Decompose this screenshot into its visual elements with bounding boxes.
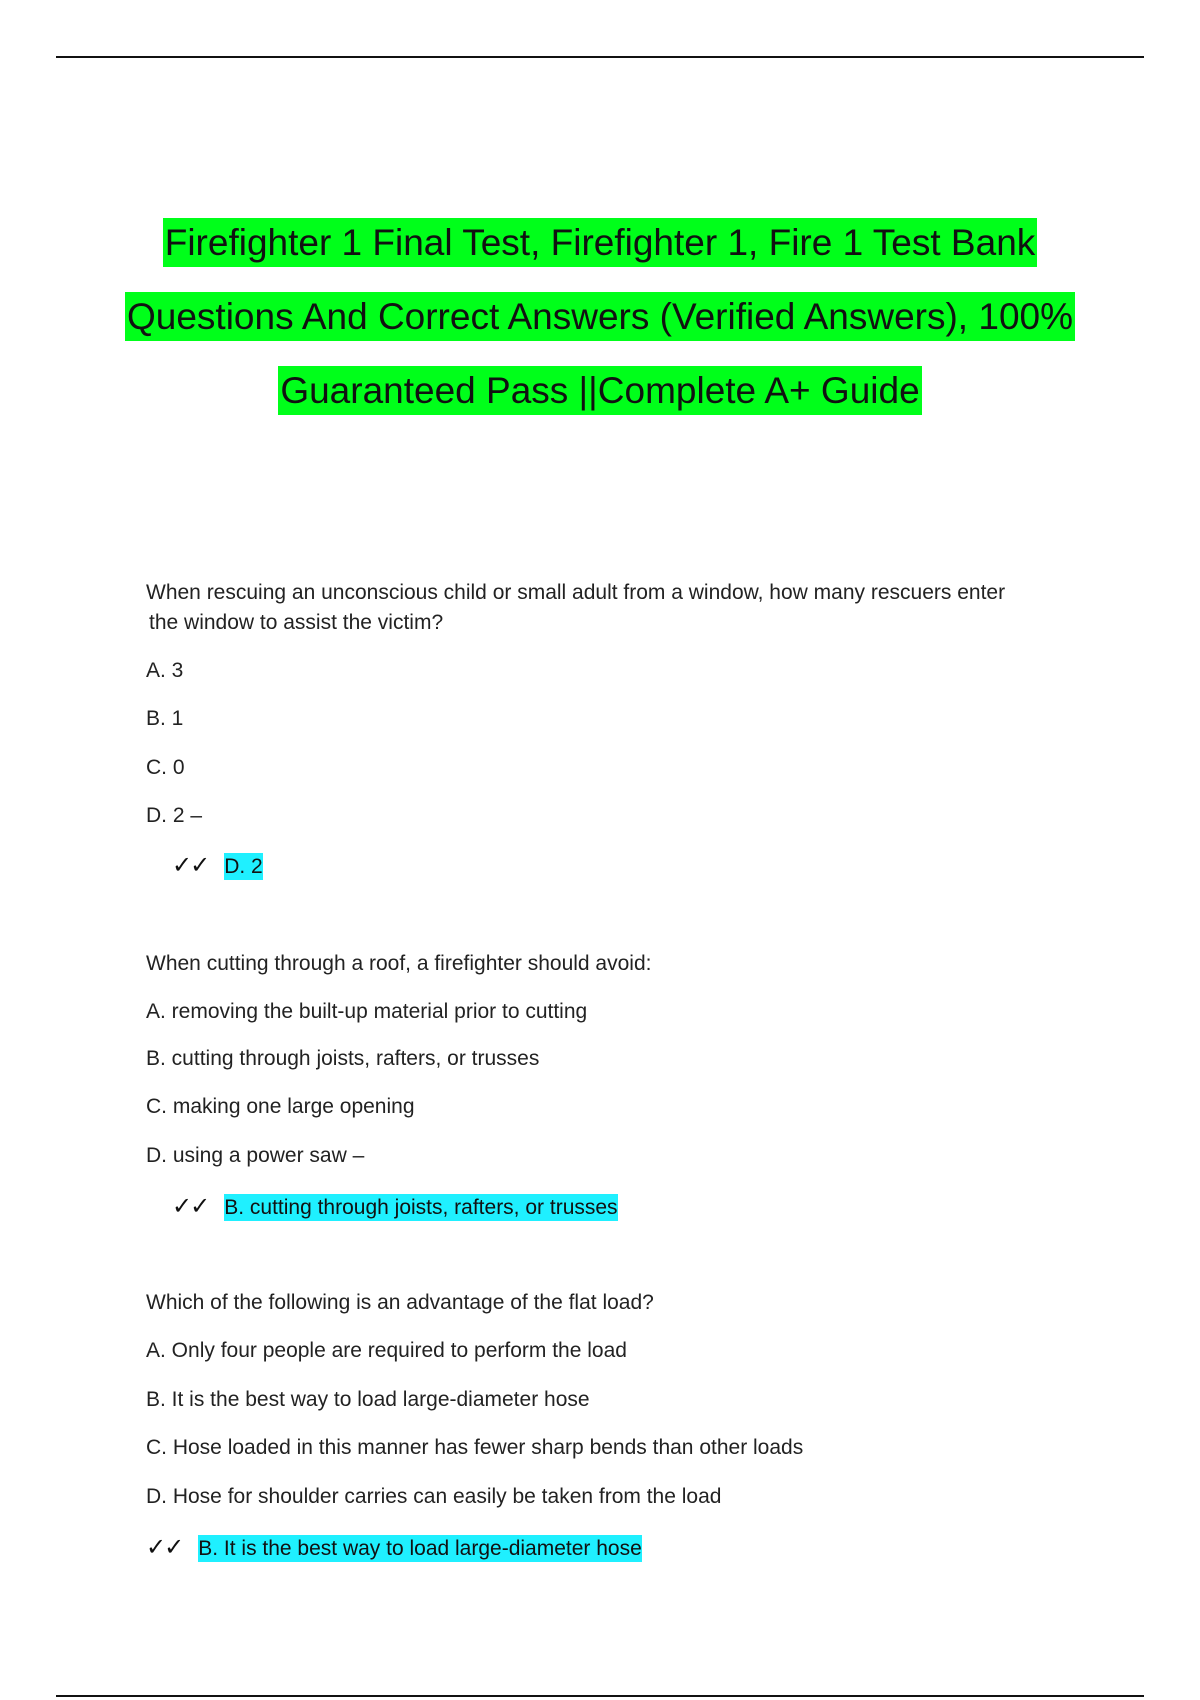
double-check-icon: ✓✓ — [146, 1534, 183, 1561]
question-text: When cutting through a roof, a firefighter should avoid: — [146, 952, 652, 975]
double-check-icon: ✓✓ — [172, 1193, 209, 1220]
correct-answer: ✓✓ D. 2 — [172, 852, 263, 879]
footer-rule — [56, 1695, 1144, 1697]
option-b: B. 1 — [146, 707, 184, 730]
title-line-2: Questions And Correct Answers (Verified Answers), 100% — [0, 280, 1200, 354]
title-line-3: Guaranteed Pass ||Complete A+ Guide — [0, 354, 1200, 428]
option-a: A. removing the built-up material prior to cutting — [146, 1000, 588, 1023]
option-c: C. Hose loaded in this manner has fewer sharp bends than other loads — [146, 1436, 804, 1459]
question-text: Which of the following is an advantage of the flat load? — [146, 1291, 654, 1314]
question-block-2 — [146, 949, 1086, 1229]
document-title — [0, 206, 1200, 428]
option-d: D. 2 – — [146, 804, 203, 827]
option-a: A. 3 — [146, 659, 184, 682]
question-block-1 — [146, 578, 1086, 898]
question-block-3 — [146, 1288, 1086, 1588]
correct-answer: ✓✓ B. It is the best way to load large-diameter hose — [146, 1534, 642, 1561]
title-line-1: Firefighter 1 Final Test, Firefighter 1, Fire 1 Test Bank — [0, 206, 1200, 280]
double-check-icon: ✓✓ — [172, 852, 209, 879]
question-text: When rescuing an unconscious child or small adult from a window, how many rescuers enter the window to assist the victim? — [146, 581, 1006, 634]
option-b: B. It is the best way to load large-diameter hose — [146, 1388, 590, 1411]
header-rule — [56, 56, 1144, 58]
option-d: D. Hose for shoulder carries can easily be taken from the load — [146, 1485, 722, 1508]
correct-answer: ✓✓ B. cutting through joists, rafters, or trusses — [172, 1193, 618, 1220]
option-c: C. 0 — [146, 756, 185, 779]
option-a: A. Only four people are required to perform the load — [146, 1339, 627, 1362]
option-b: B. cutting through joists, rafters, or trusses — [146, 1047, 540, 1070]
option-d: D. using a power saw – — [146, 1144, 365, 1167]
option-c: C. making one large opening — [146, 1095, 415, 1118]
